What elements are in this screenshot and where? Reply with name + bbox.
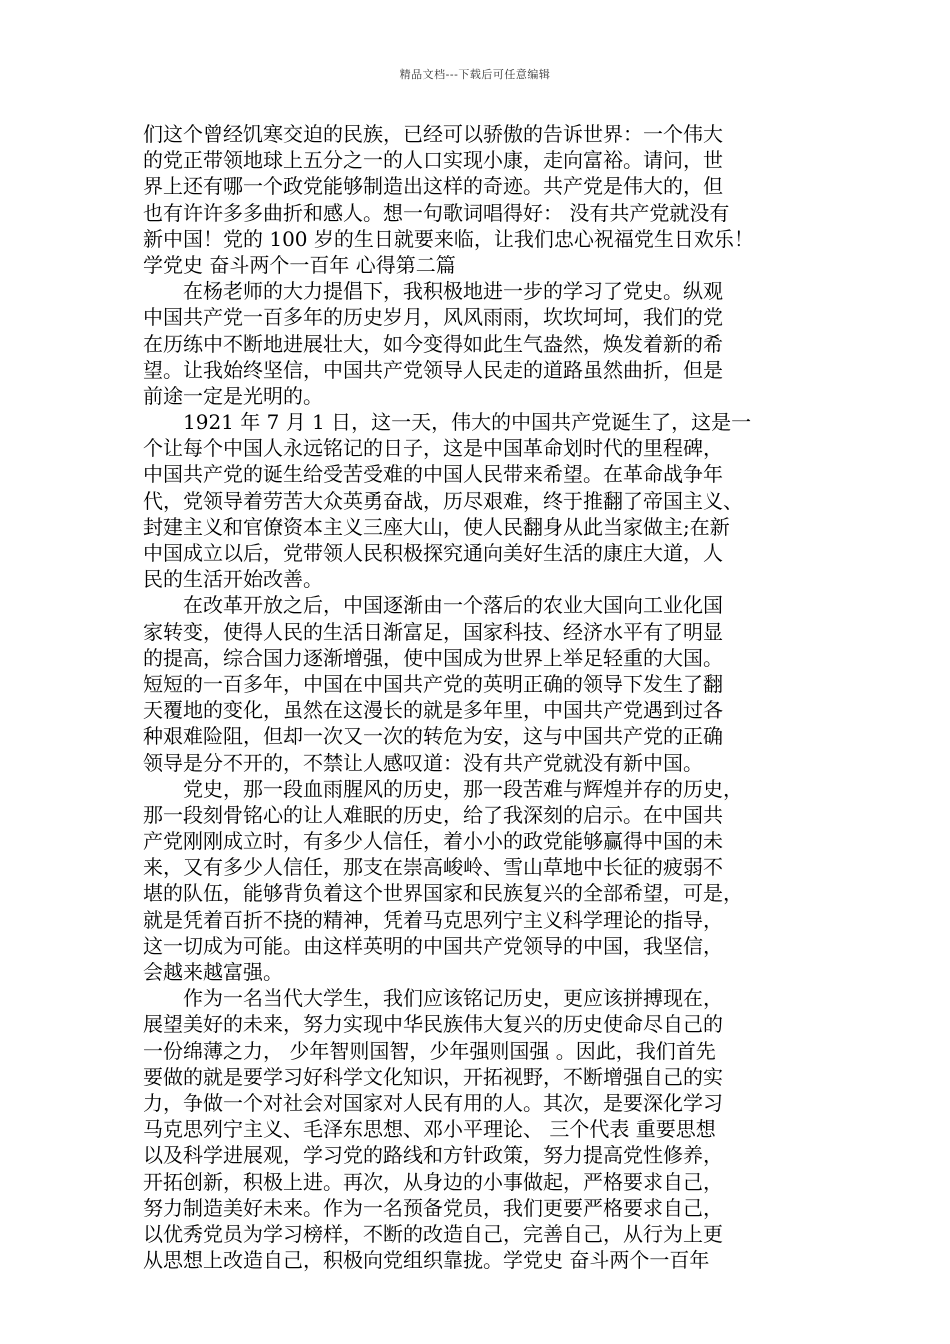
text-line: 新中国！党的 100 岁的生日就要来临，让我们忠心祝福党生日欢乐！ — [143, 226, 754, 251]
text-line: 作为一名当代大学生，我们应该铭记历史，更应该拼搏现在， — [143, 986, 723, 1011]
text-line: 产党刚刚成立时，有多少人信任，着小小的政党能够赢得中国的未 — [143, 829, 723, 854]
text-line: 在改革开放之后，中国逐渐由一个落后的农业大国向工业化国 — [143, 593, 723, 618]
text-line: 家转变，使得人民的生活日渐富足，国家科技、经济水平有了明显 — [143, 619, 723, 644]
text-line: 也有许许多多曲折和感人。想一句歌词唱得好： 没有共产党就没有 — [143, 200, 730, 225]
text-line: 来，又有多少人信任，那支在崇高峻岭、雪山草地中长征的疲弱不 — [143, 855, 723, 880]
text-line: 界上还有哪一个政党能够制造出这样的奇迹。共产党是伟大的，但 — [143, 174, 723, 199]
text-line: 代，党领导着劳苦大众英勇奋战，历尽艰难，终于推翻了帝国主义、 — [143, 488, 743, 513]
text-line: 以优秀党员为学习榜样，不断的改造自己，完善自己，从行为上更 — [143, 1221, 723, 1246]
text-line: 的党正带领地球上五分之一的人口实现小康，走向富裕。请问，世 — [143, 148, 723, 173]
text-line: 马克思列宁主义、毛泽东思想、邓小平理论、 三个代表 重要思想 — [143, 1117, 716, 1142]
text-line: 要做的就是要学习好科学文化知识，开拓视野，不断增强自己的实 — [143, 1064, 723, 1089]
page-header: 精品文档---下载后可任意编辑 — [399, 68, 551, 81]
text-line: 的提高，综合国力逐渐增强，使中国成为世界上举足轻重的大国。 — [143, 645, 723, 670]
text-line: 开拓创新，积极上进。再次，从身边的小事做起，严格要求自己， — [143, 1169, 723, 1194]
text-line: 这一切成为可能。由这样英明的中国共产党领导的中国，我坚信， — [143, 933, 723, 958]
text-line: 堪的队伍，能够背负着这个世界国家和民族复兴的全部希望，可是， — [143, 881, 743, 906]
text-line: 在杨老师的大力提倡下，我积极地进一步的学习了党史。纵观 — [143, 279, 723, 304]
text-line: 民的生活开始改善。 — [143, 567, 323, 592]
text-line: 就是凭着百折不挠的精神，凭着马克思列宁主义科学理论的指导， — [143, 907, 723, 932]
text-line: 努力制造美好未来。作为一名预备党员，我们更要严格要求自己， — [143, 1195, 723, 1220]
text-line: 领导是分不开的，不禁让人感叹道：没有共产党就没有新中国。 — [143, 750, 703, 775]
text-line: 从思想上改造自己，积极向党组织靠拢。学党史 奋斗两个一百年 — [143, 1248, 710, 1273]
text-line: 会越来越富强。 — [143, 960, 283, 984]
text-line: 党史，那一段血雨腥风的历史，那一段苦难与辉煌并存的历史， — [143, 776, 743, 801]
text-line: 个让每个中国人永远铭记的日子，这是中国革命划时代的里程碑， — [143, 436, 723, 461]
text-line: 在历练中不断地进展壮大，如今变得如此生气盎然，焕发着新的希 — [143, 331, 723, 356]
text-line: 中国成立以后，党带领人民积极探究通向美好生活的康庄大道，人 — [143, 541, 723, 565]
text-line: 以及科学进展观，学习党的路线和方针政策，努力提高党性修养， — [143, 1143, 723, 1168]
text-line: 们这个曾经饥寒交迫的民族，已经可以骄傲的告诉世界：一个伟大 — [143, 122, 723, 146]
text-line: 种艰难险阻，但却一次又一次的转危为安，这与中国共产党的正确 — [143, 724, 723, 749]
text-line: 短短的一百多年，中国在中国共产党的英明正确的领导下发生了翻 — [143, 671, 723, 696]
text-line: 中国共产党一百多年的历史岁月，风风雨雨，坎坎坷坷，我们的党 — [143, 305, 723, 330]
text-line: 中国共产党的诞生给受苦受难的中国人民带来希望。在革命战争年 — [143, 462, 723, 487]
text-line: 学党史 奋斗两个一百年 心得第二篇 — [143, 252, 456, 277]
text-line: 一份绵薄之力， 少年智则国智，少年强则国强 。因此，我们首先 — [143, 1038, 716, 1063]
text-line: 前途一定是光明的。 — [143, 383, 323, 408]
text-line: 望。让我始终坚信，中国共产党领导人民走的道路虽然曲折，但是 — [143, 357, 723, 382]
text-line: 封建主义和官僚资本主义三座大山，使人民翻身从此当家做主;在新 — [143, 514, 730, 539]
text-line: 展望美好的未来，努力实现中华民族伟大复兴的历史使命尽自己的 — [143, 1012, 723, 1037]
document-body — [143, 121, 813, 1273]
text-line: 天覆地的变化，虽然在这漫长的就是多年里，中国共产党遇到过各 — [143, 698, 723, 723]
text-line: 那一段刻骨铭心的让人难眠的历史，给了我深刻的启示。在中国共 — [143, 802, 723, 827]
text-line: 力，争做一个对社会对国家对人民有用的人。其次，是要深化学习 — [143, 1090, 723, 1115]
text-line: 1921 年 7 月 1 日，这一天，伟大的中国共产党诞生了，这是一 — [143, 410, 752, 435]
